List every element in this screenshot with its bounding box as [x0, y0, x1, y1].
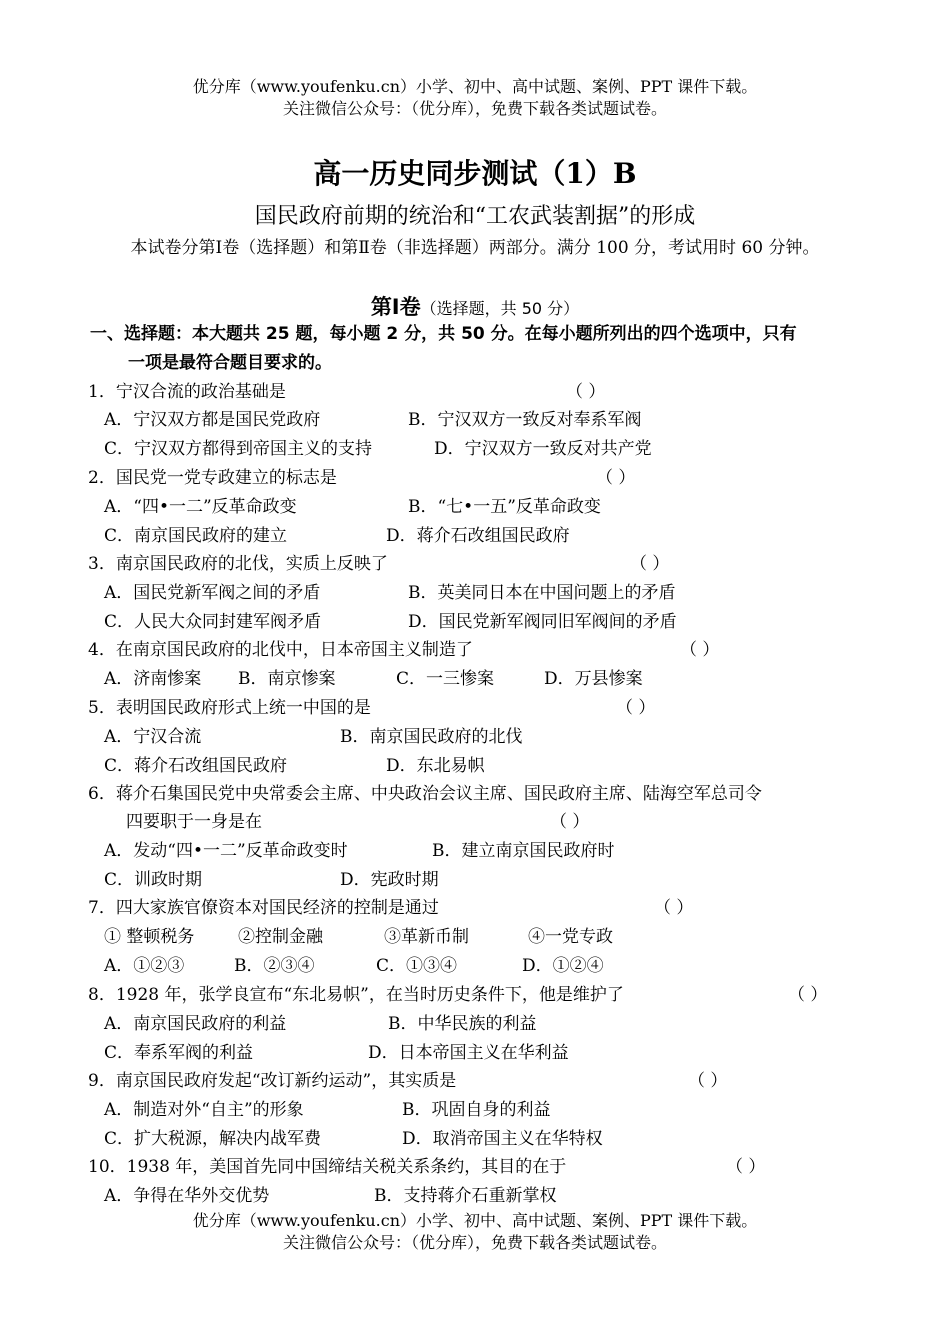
question-option: C．一三惨案	[396, 669, 495, 689]
question-stem: 6．蒋介石集国民党中央常委会主席、中央政治会议主席、国民政府主席、陆海空军总司令	[88, 784, 762, 804]
question-option: D．①②④	[522, 956, 604, 976]
answer-paren: （ ）	[688, 1071, 728, 1091]
question-stem: 4．在南京国民政府的北伐中，日本帝国主义制造了	[88, 640, 473, 660]
header-line-2: 关注微信公众号：（优分库），免费下载各类试题试卷。	[282, 99, 667, 118]
question-option: C．①③④	[376, 956, 458, 976]
question-option: A．国民党新军阀之间的矛盾	[104, 583, 321, 603]
question-option: D．宪政时期	[340, 870, 439, 890]
question-option: B．②③④	[234, 956, 315, 976]
question-option: B．中华民族的利益	[388, 1014, 537, 1034]
section-note: （选择题，共 50 分）	[420, 299, 580, 318]
question-option: C．南京国民政府的建立	[104, 526, 288, 546]
answer-paren: （ ）	[654, 898, 694, 918]
question-option: A．南京国民政府的利益	[104, 1014, 287, 1034]
question-stem: 3．南京国民政府的北伐，实质上反映了	[88, 554, 388, 574]
page-footer	[0, 1210, 950, 1254]
question-stem-continued: 四要职于一身是在	[126, 812, 262, 832]
question-option: C．扩大税源，解决内战军费	[104, 1129, 322, 1149]
exam-intro: 本试卷分第Ⅰ卷（选择题）和第Ⅱ卷（非选择题）两部分。满分 100 分，考试用时 60 分钟。	[130, 238, 820, 258]
page-header	[0, 76, 950, 120]
question-option: A．济南惨案	[104, 669, 202, 689]
question-item: ④一党专政	[528, 927, 613, 947]
answer-paren: （ ）	[616, 698, 656, 718]
question-option: A．争得在华外交优势	[104, 1186, 270, 1206]
question-option: D．蒋介石改组国民政府	[386, 526, 570, 546]
question-option: A．发动“四•一二”反革命政变时	[104, 841, 348, 861]
section-label: 第Ⅰ卷	[370, 295, 421, 319]
question-option: C．奉系军阀的利益	[104, 1043, 254, 1063]
instruction-line-1: 一、选择题：本大题共 25 题，每小题 2 分，共 50 分。在每小题所列出的四个选项中，只有	[90, 324, 797, 344]
question-stem: 1．宁汉合流的政治基础是	[88, 382, 286, 402]
question-stem: 8．1928 年，张学良宣布“东北易帜”，在当时历史条件下，他是维护了	[88, 985, 624, 1005]
question-option: D．取消帝国主义在华特权	[402, 1129, 603, 1149]
instructions	[90, 320, 870, 378]
question-option: B．英美同日本在中国问题上的矛盾	[408, 583, 676, 603]
question-option: D．国民党新军阀同旧军阀间的矛盾	[408, 612, 677, 632]
question-option: B．宁汉双方一致反对奉系军阀	[408, 410, 642, 430]
question-option: B．支持蒋介石重新掌权	[374, 1186, 557, 1206]
question-option: A．①②③	[104, 956, 185, 976]
question-stem: 5．表明国民政府形式上统一中国的是	[88, 698, 371, 718]
exam-subtitle: 国民政府前期的统治和“工农武装割据”的形成	[254, 204, 696, 229]
question-stem: 10．1938 年，美国首先同中国缔结关税关系条约，其目的在于	[88, 1157, 567, 1177]
instruction-line-2: 一项是最符合题目要求的。	[128, 353, 332, 373]
question-item: ① 整顿税务	[104, 927, 195, 947]
question-option: D．日本帝国主义在华利益	[368, 1043, 569, 1063]
question-item: ②控制金融	[238, 927, 323, 947]
footer-line-2: 关注微信公众号：（优分库），免费下载各类试题试卷。	[282, 1233, 667, 1252]
question-option: C．蒋介石改组国民政府	[104, 756, 288, 776]
question-option: B．南京国民政府的北伐	[340, 727, 523, 747]
question-option: A．宁汉合流	[104, 727, 202, 747]
question-option: A．宁汉双方都是国民党政府	[104, 410, 321, 430]
answer-paren: （ ）	[550, 812, 590, 832]
question-stem: 7．四大家族官僚资本对国民经济的控制是通过	[88, 898, 439, 918]
answer-paren: （ ）	[788, 985, 828, 1005]
question-stem: 2．国民党一党专政建立的标志是	[88, 468, 337, 488]
question-option: D．东北易帜	[386, 756, 485, 776]
question-option: C．宁汉双方都得到帝国主义的支持	[104, 439, 373, 459]
question-option: D．宁汉双方一致反对共产党	[434, 439, 652, 459]
question-option: A．制造对外“自主”的形象	[104, 1100, 304, 1120]
answer-paren: （ ）	[726, 1157, 766, 1177]
answer-paren: （ ）	[630, 554, 670, 574]
header-line-1: 优分库（www.youfenku.cn）小学、初中、高中试题、案例、PPT 课件下载。	[192, 77, 758, 96]
question-option: A．“四•一二”反革命政变	[104, 497, 297, 517]
question-option: B．“七•一五”反革命政变	[408, 497, 601, 517]
question-item: ③革新币制	[384, 927, 469, 947]
question-stem: 9．南京国民政府发起“改订新约运动”，其实质是	[88, 1071, 457, 1091]
question-option: B．巩固自身的利益	[402, 1100, 551, 1120]
answer-paren: （ ）	[566, 382, 606, 402]
question-option: B．建立南京国民政府时	[432, 841, 615, 861]
question-option: C．人民大众同封建军阀矛盾	[104, 612, 322, 632]
question-option: D．万县惨案	[544, 669, 643, 689]
answer-paren: （ ）	[680, 640, 720, 660]
exam-title: 高一历史同步测试（1）B	[313, 157, 637, 190]
footer-line-1: 优分库（www.youfenku.cn）小学、初中、高中试题、案例、PPT 课件下载。	[192, 1211, 758, 1230]
question-option: B．南京惨案	[238, 669, 336, 689]
answer-paren: （ ）	[596, 468, 636, 488]
question-option: C．训政时期	[104, 870, 203, 890]
